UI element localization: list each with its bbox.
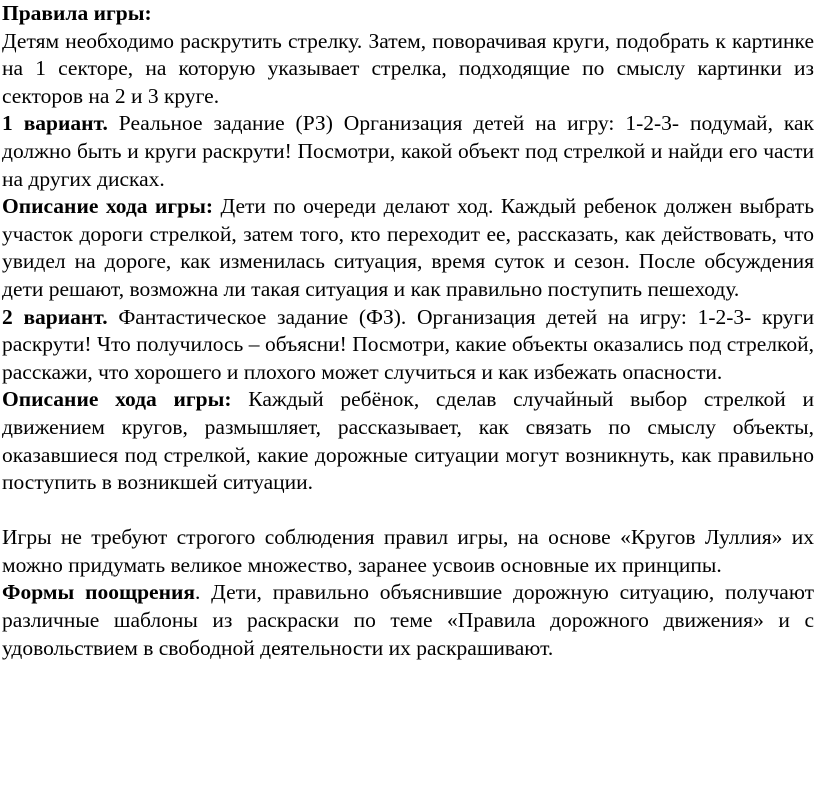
description-2-text: Каждый ребёнок, сделав случайный выбор стрелкой и движением кругов, размышляет, рассказывает, как связать по смыслу объекты, оказавшиеся под стрелкой, какие дорожные ситуации могут возникнуть, как правильно поступить в возникшей ситуации. (2, 387, 814, 495)
description-2-label: Описание хода игры: (2, 387, 232, 412)
rewards-text: . Дети, правильно объяснившие дорожную ситуацию, получают различные шаблоны из раскраски по теме «Правила дорожного движения» и с удовольствием в свободной деятельности их раскрашивают. (2, 580, 814, 660)
variant-2-text: Фантастическое задание (ФЗ). Организация детей на игру: 1-2-3- круги раскрути! Что получилось – объясни! Посмотри, какие объекты оказались под стрелкой, расскажи, что хорошего и плохого может случиться и как избежать опасности. (2, 304, 814, 384)
variant-2-label: 2 вариант. (2, 304, 108, 329)
description-1-text: Дети по очереди делают ход. Каждый ребенок должен выбрать участок дороги стрелкой, затем того, кто переходит ее, рассказать, как действовать, что увидел на дороге, как изменилась ситуация, время суток и сезон. После обсуждения дети решают, возможна ли такая ситуация и как правильно поступить пешеходу. (2, 194, 814, 301)
rules-title: Правила игры: (2, 1, 152, 25)
paragraph-spacer (2, 497, 814, 525)
rewards-paragraph (2, 579, 814, 662)
intro-paragraph: Детям необходимо раскрутить стрелку. Затем, поворачивая круги, подобрать к картинке на 1 секторе, на которую указывает стрелка, подходящие по смыслу картинки из секторов на 2 и 3 круге. (2, 28, 814, 108)
variant-1-paragraph (2, 110, 814, 193)
rewards-label: Формы поощрения (2, 580, 196, 605)
variant-1-text: Реальное задание (РЗ) Организация детей на игру: 1-2-3- подумай, как должно быть и круги раскрути! Посмотри, какой объект под стрелкой и найди его части на других дисках. (2, 111, 814, 191)
description-2-paragraph (2, 386, 814, 496)
description-1-label: Описание хода игры: (2, 194, 214, 219)
description-1-paragraph (2, 193, 814, 303)
variant-1-label: 1 вариант. (2, 111, 108, 136)
closing-paragraph: Игры не требуют строгого соблюдения правил игры, на основе «Кругов Луллия» их можно придумать великое множество, заранее усвоив основные их принципы. (2, 525, 814, 577)
variant-2-paragraph (2, 304, 814, 387)
